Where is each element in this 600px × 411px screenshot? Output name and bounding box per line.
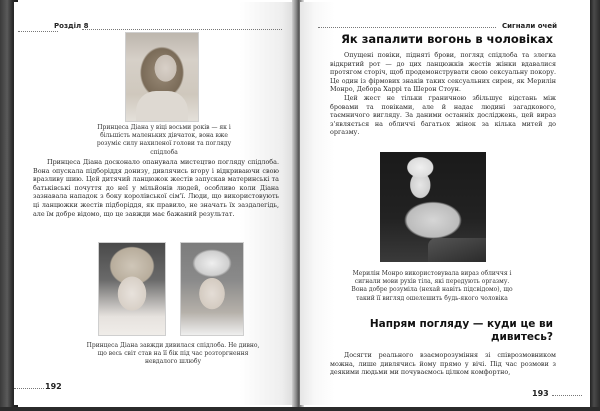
dress-drape-shape <box>428 238 486 262</box>
photo-marilyn-monroe <box>380 152 486 262</box>
running-head-right: Сигнали очей <box>502 22 557 30</box>
photo-caption-young-diana: Принцеса Діана у віці восьми років — як і більшість маленьких дівчаток, вона вже розуміє силу нахиленої голови та погляду спідлоба <box>96 124 232 156</box>
header-dotted-rule <box>318 27 496 28</box>
section-heading-fire: Як запалити вогонь в чоловіках <box>341 32 553 46</box>
right-page <box>300 2 590 405</box>
paragraph-eye-contact: Досягти реального взаєморозуміння зі співрозмовником можна, лише дивлячись йому прямо у вічі. Під час розмови з деякими людьми ми почуваємось цілком комфортно, <box>330 351 556 377</box>
photo-diana-smiling <box>98 242 166 336</box>
photo-caption-marilyn: Мерилін Монро використовувала вираз обличчя і сигнали мови рухів тіла, які передують оргазму. Вона добре розуміла (нехай навіть підсвідомо), що такий її вигляд ошелешить будь-якого чоловіка <box>351 270 513 302</box>
body-paragraph-left <box>33 158 279 228</box>
paragraph-eyebrows: Цей жест не тільки граничною збільшує відстань між бровами та повіками, але й надає людині загадкового, таємничого вигляду. За даними останніх досліджень, цей вираз з'являється на обличчі багатьох жінок за кілька митей до оргазму. <box>330 93 556 137</box>
section-heading-gaze-direction: Напрям погляду — куди це ви дивитесь? <box>369 318 553 343</box>
body-text-right-bottom <box>330 351 556 377</box>
footer-dotted-rule <box>14 388 44 389</box>
book-cover-right-edge <box>590 0 600 411</box>
left-page <box>14 2 296 405</box>
header-dotted-rule <box>82 29 282 30</box>
page-number-left: 192 <box>45 382 62 391</box>
header-dotted-rule <box>18 31 58 32</box>
photo-caption-diana-pair: Принцеса Діана завжди дивилася спідлоба. Не дивно, що весь світ став на її бік під час розторгнення невдалого шлюбу <box>86 342 260 366</box>
paragraph-diana-gaze: Принцеса Діана досконало опанувала мистецтво погляду спідлоба. Вона опускала підборіддя донизу, дивлячись вгору і відкриваючи свою вразливу шию. Цей дитячий ланцюжок жестів запускав материнські та батьківські почуття до неї у мільйонів людей, особливо коли Діана зазнавала нападок з боку королівської сім'ї. Люди, що використовують ці ланцюжки жестів підборіддя, як правило, не значать їх заздалегідь, але їм добре відомо, що це завжди має бажаний результат. <box>33 158 279 218</box>
book-bottom-edge <box>0 407 600 411</box>
sweater-shape <box>136 91 188 121</box>
paragraph-sirens: Опущені повіки, підняті брови, погляд спідлоба та злегка відкритий рот — до цих ланцюжків жестів жінки вдавалися протягом сторіч, щоб продемонструвати свою сексуальну покору. Це один із фірмових знаків таких сексуальних сирен, як Мерилін Монро, Дебора Харрі та Шерон Стоун. <box>330 51 556 94</box>
page-number-right: 193 <box>532 389 549 398</box>
running-head-left: Розділ 8 <box>54 22 89 30</box>
footer-dotted-rule <box>552 395 582 396</box>
photo-diana-tiara <box>180 242 244 336</box>
photo-young-diana <box>125 32 199 122</box>
body-text-right-top <box>330 51 556 137</box>
